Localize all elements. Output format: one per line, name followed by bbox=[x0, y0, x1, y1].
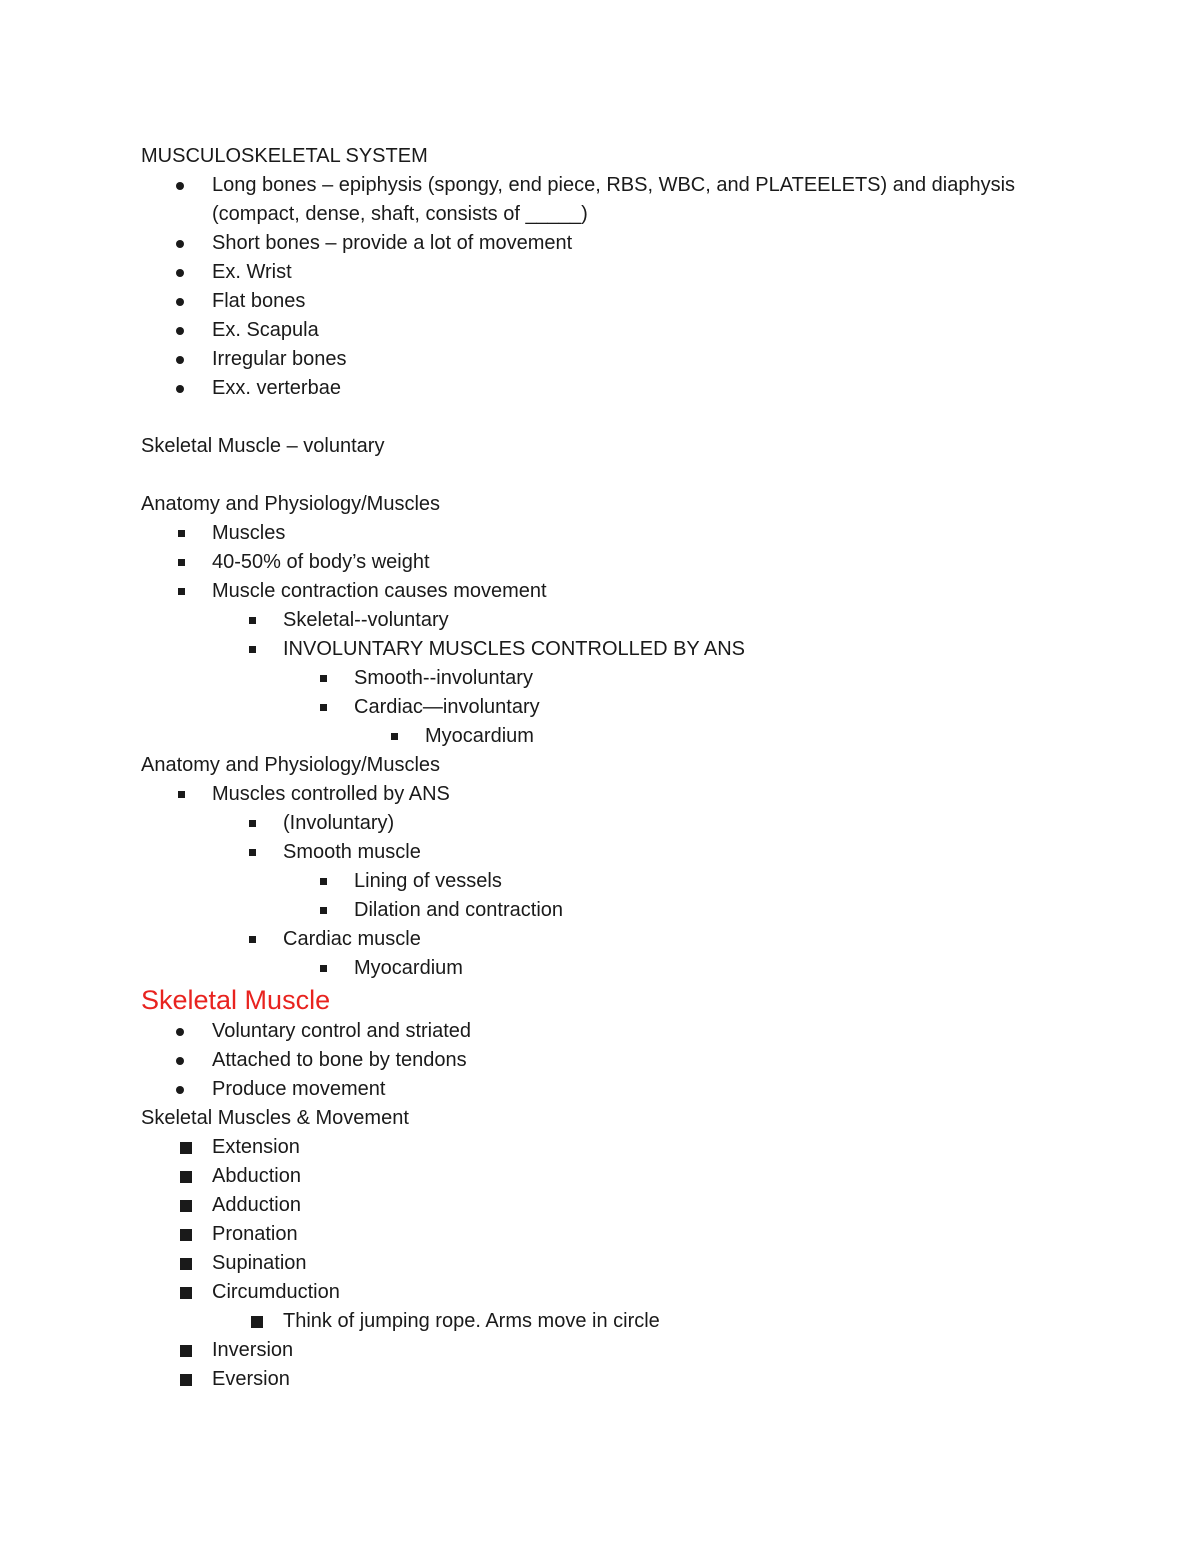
list-item: Cardiac—involuntary Myocardium bbox=[283, 693, 1041, 751]
bullet-square-icon bbox=[249, 849, 256, 856]
list-item: Voluntary control and striated bbox=[141, 1017, 1041, 1046]
bullet-square-icon bbox=[180, 1200, 192, 1212]
bullet-dot-icon bbox=[176, 1028, 184, 1036]
list-item: Smooth--involuntary bbox=[283, 664, 1041, 693]
list-item: Muscles bbox=[141, 519, 1041, 548]
bullet-square-icon bbox=[249, 617, 256, 624]
list-item: Ex. Wrist bbox=[141, 258, 1041, 287]
bullet-square-icon bbox=[180, 1345, 192, 1357]
bullet-square-icon bbox=[178, 791, 185, 798]
list-item: (Involuntary) bbox=[212, 809, 1041, 838]
bullet-square-icon bbox=[391, 733, 398, 740]
skeletal-muscle-list bbox=[141, 1017, 1041, 1104]
list-item: Inversion bbox=[141, 1336, 1041, 1365]
list-item: Short bones – provide a lot of movement bbox=[141, 229, 1041, 258]
bullet-square-icon bbox=[320, 907, 327, 914]
skeletal-muscle-heading: Skeletal Muscle bbox=[141, 985, 331, 1015]
bullet-dot-icon bbox=[176, 327, 184, 335]
list-item: Smooth muscle Lining of vessels Dilation and contraction bbox=[212, 838, 1041, 925]
list-item: Long bones – epiphysis (spongy, end piece, RBS, WBC, and PLATEELETS) and diaphysis (compact, dense, shaft, consists of _____) bbox=[141, 171, 1041, 229]
bullet-square-icon bbox=[320, 704, 327, 711]
list-item: Pronation bbox=[141, 1220, 1041, 1249]
bullet-dot-icon bbox=[176, 269, 184, 277]
doc-title: MUSCULOSKELETAL SYSTEM bbox=[141, 145, 428, 167]
list-item: Ex. Scapula bbox=[141, 316, 1041, 345]
bullet-square-icon bbox=[178, 588, 185, 595]
bullet-square-icon bbox=[180, 1258, 192, 1270]
bullet-square-icon bbox=[180, 1142, 192, 1154]
list-item: Muscles controlled by ANS (Involuntary) Smooth muscle Lining of vessels Dilation and contraction Cardiac muscle Myocardium bbox=[141, 780, 1041, 983]
list-item: Cardiac muscle Myocardium bbox=[212, 925, 1041, 983]
bullet-square-icon bbox=[180, 1374, 192, 1386]
bullet-dot-icon bbox=[176, 385, 184, 393]
bullet-square-icon bbox=[180, 1287, 192, 1299]
bullet-square-icon bbox=[180, 1229, 192, 1241]
list-item: Flat bones bbox=[141, 287, 1041, 316]
bullet-square-icon bbox=[249, 820, 256, 827]
bullet-square-icon bbox=[251, 1316, 263, 1328]
list-item: Lining of vessels bbox=[283, 867, 1041, 896]
bullet-square-icon bbox=[178, 530, 185, 537]
bullet-square-icon bbox=[320, 675, 327, 682]
bullet-square-icon bbox=[178, 559, 185, 566]
ap2-heading: Anatomy and Physiology/Muscles bbox=[141, 754, 441, 776]
list-item: Muscle contraction causes movement Skeletal--voluntary INVOLUNTARY MUSCLES CONTROLLED BY ANS Smooth--involuntary Cardiac—involuntary Myocardium bbox=[141, 577, 1041, 751]
list-item: Supination bbox=[141, 1249, 1041, 1278]
ap1-heading: Anatomy and Physiology/Muscles bbox=[141, 493, 441, 515]
list-item: Adduction bbox=[141, 1191, 1041, 1220]
bullet-square-icon bbox=[180, 1171, 192, 1183]
document-content bbox=[141, 142, 1041, 1394]
list-item: Myocardium bbox=[283, 954, 1041, 983]
list-item: Eversion bbox=[141, 1365, 1041, 1394]
bullet-square-icon bbox=[320, 965, 327, 972]
bullet-dot-icon bbox=[176, 1057, 184, 1065]
bullet-dot-icon bbox=[176, 1086, 184, 1094]
bullet-square-icon bbox=[249, 646, 256, 653]
bullet-dot-icon bbox=[176, 356, 184, 364]
ap1-list bbox=[141, 519, 1041, 751]
skeletal-note: Skeletal Muscle – voluntary bbox=[141, 435, 385, 457]
list-item: 40-50% of body’s weight bbox=[141, 548, 1041, 577]
list-item: INVOLUNTARY MUSCLES CONTROLLED BY ANS Smooth--involuntary Cardiac—involuntary Myocardium bbox=[212, 635, 1041, 751]
list-item: Abduction bbox=[141, 1162, 1041, 1191]
bullet-square-icon bbox=[320, 878, 327, 885]
list-item: Skeletal--voluntary bbox=[212, 606, 1041, 635]
list-item: Think of jumping rope. Arms move in circle bbox=[212, 1307, 1041, 1336]
list-item: Myocardium bbox=[354, 722, 1041, 751]
list-item: Extension bbox=[141, 1133, 1041, 1162]
list-item: Circumduction Think of jumping rope. Arms move in circle bbox=[141, 1278, 1041, 1336]
list-item: Exx. verterbae bbox=[141, 374, 1041, 403]
bullet-dot-icon bbox=[176, 298, 184, 306]
bullet-dot-icon bbox=[176, 182, 184, 190]
list-item: Irregular bones bbox=[141, 345, 1041, 374]
bullet-dot-icon bbox=[176, 240, 184, 248]
list-item: Produce movement bbox=[141, 1075, 1041, 1104]
ap2-list bbox=[141, 780, 1041, 983]
movement-list bbox=[141, 1133, 1041, 1394]
bone-types-list bbox=[141, 171, 1041, 403]
movement-heading: Skeletal Muscles & Movement bbox=[141, 1107, 409, 1129]
list-item: Dilation and contraction bbox=[283, 896, 1041, 925]
bullet-square-icon bbox=[249, 936, 256, 943]
list-item: Attached to bone by tendons bbox=[141, 1046, 1041, 1075]
